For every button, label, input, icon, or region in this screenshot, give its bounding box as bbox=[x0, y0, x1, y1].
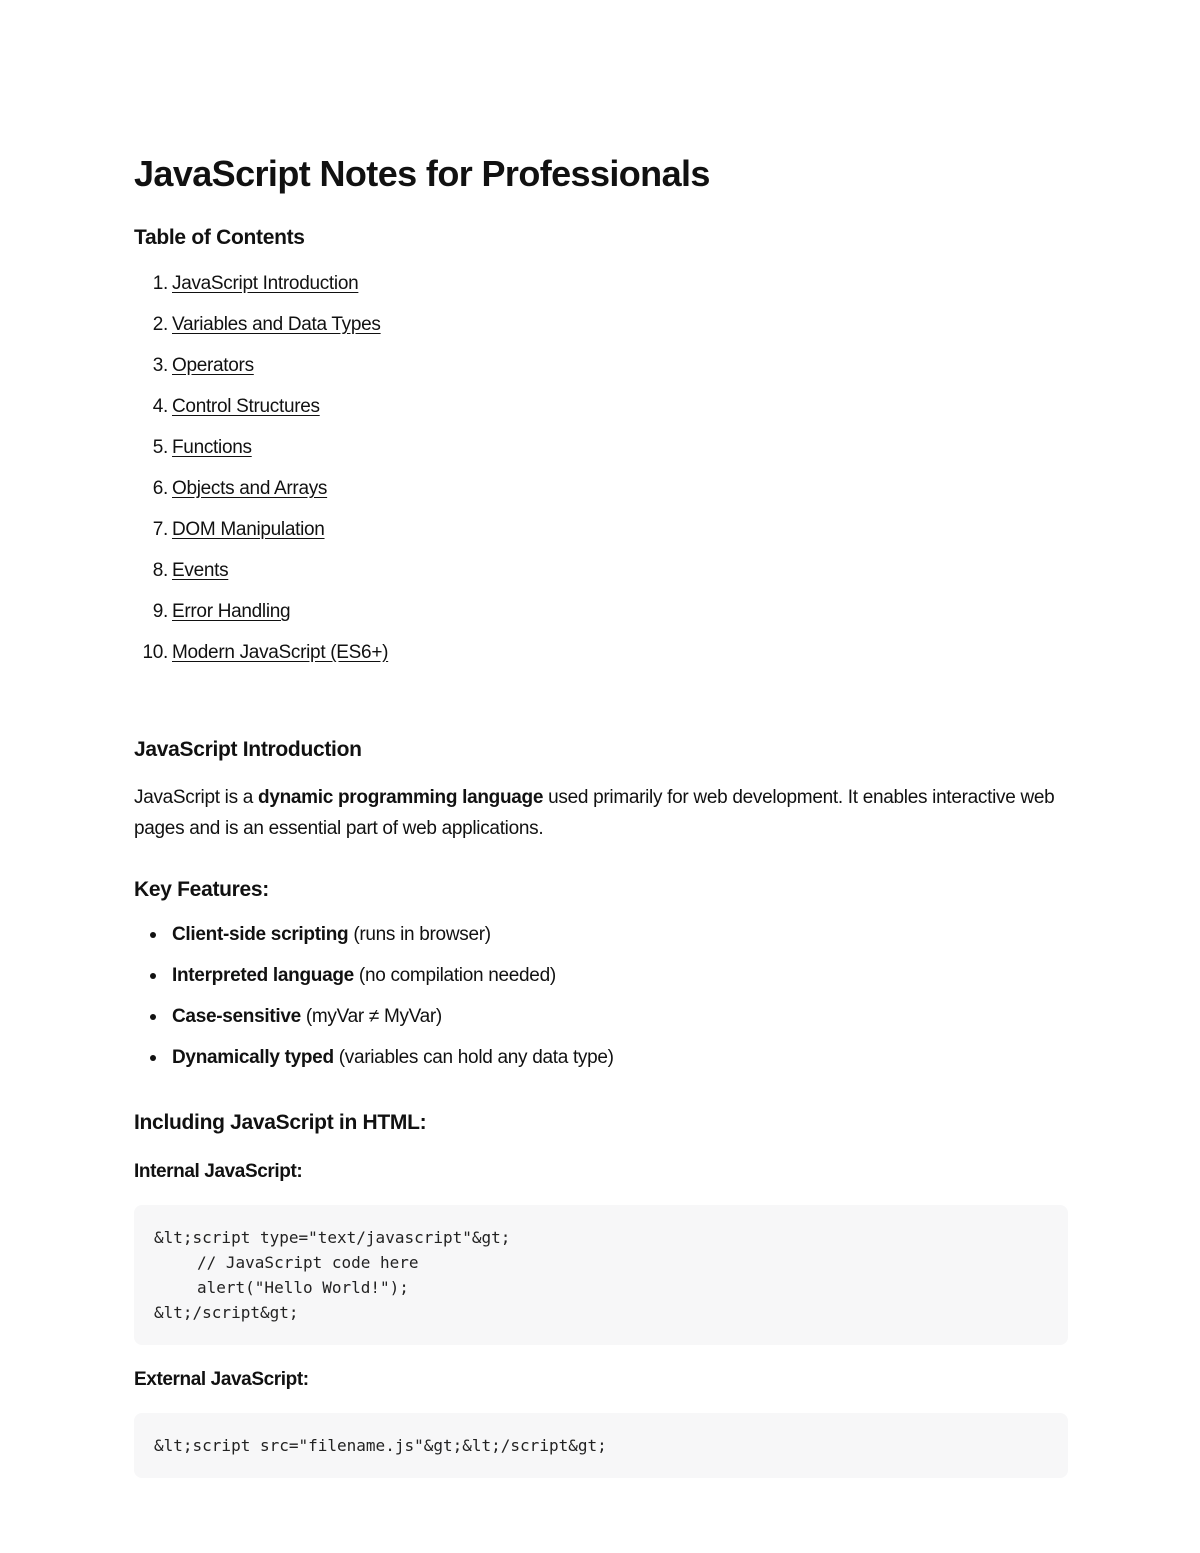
including-javascript-heading: Including JavaScript in HTML: bbox=[134, 1111, 427, 1134]
key-features-list bbox=[134, 921, 1068, 1085]
feature-name: Interpreted language bbox=[172, 965, 354, 986]
list-item bbox=[134, 962, 1068, 1003]
code-line: // JavaScript code here bbox=[197, 1253, 419, 1272]
intro-paragraph bbox=[134, 782, 1068, 844]
toc-link-functions[interactable]: Functions bbox=[172, 437, 252, 458]
list-item bbox=[134, 921, 1068, 962]
code-line: alert("Hello World!"); bbox=[197, 1278, 409, 1297]
feature-name: Dynamically typed bbox=[172, 1047, 334, 1068]
toc-item bbox=[134, 557, 1068, 598]
feature-detail: (no compilation needed) bbox=[353, 965, 556, 986]
toc-link-operators[interactable]: Operators bbox=[172, 355, 254, 376]
toc-item-number: 7. bbox=[152, 519, 168, 540]
toc-item bbox=[134, 475, 1068, 516]
feature-name: Case-sensitive bbox=[172, 1006, 301, 1027]
toc-link-modern-javascript[interactable]: Modern JavaScript (ES6+) bbox=[172, 642, 389, 663]
feature-detail: (runs in browser) bbox=[348, 924, 491, 945]
bullet-icon bbox=[150, 932, 156, 938]
toc-link-control-structures[interactable]: Control Structures bbox=[172, 396, 320, 417]
internal-javascript-heading: Internal JavaScript: bbox=[134, 1161, 303, 1182]
toc-item bbox=[134, 393, 1068, 434]
toc-item-number: 8. bbox=[152, 560, 168, 581]
bullet-icon bbox=[150, 973, 156, 979]
toc-link-error-handling[interactable]: Error Handling bbox=[172, 601, 291, 622]
toc-link-dom-manipulation[interactable]: DOM Manipulation bbox=[172, 519, 325, 540]
toc-link-javascript-introduction[interactable]: JavaScript Introduction bbox=[172, 273, 359, 294]
external-code-block bbox=[134, 1413, 1068, 1478]
toc-link-objects-and-arrays[interactable]: Objects and Arrays bbox=[172, 478, 328, 499]
intro-text-end: used primarily for web development. It enables interactive web pages and is an essential part of web applications. bbox=[134, 787, 1055, 839]
feature-detail: (variables can hold any data type) bbox=[333, 1047, 614, 1068]
external-javascript-heading: External JavaScript: bbox=[134, 1369, 309, 1390]
toc-link-variables-and-data-types[interactable]: Variables and Data Types bbox=[172, 314, 381, 335]
toc-item-number: 1. bbox=[152, 273, 168, 294]
toc-item bbox=[134, 516, 1068, 557]
toc-item bbox=[134, 434, 1068, 475]
key-features-heading: Key Features: bbox=[134, 878, 269, 901]
code-line: &lt;script src="filename.js"&gt;&lt;/script&gt; bbox=[154, 1436, 607, 1455]
toc-item-number: 6. bbox=[152, 478, 168, 499]
toc-item bbox=[134, 352, 1068, 393]
toc-item bbox=[134, 311, 1068, 352]
table-of-contents bbox=[134, 270, 1068, 680]
code-line: &lt;script type="text/javascript"&gt; bbox=[154, 1228, 511, 1247]
toc-item bbox=[134, 598, 1068, 639]
page-title: JavaScript Notes for Professionals bbox=[134, 153, 710, 194]
bullet-icon bbox=[150, 1014, 156, 1020]
bullet-icon bbox=[150, 1055, 156, 1061]
toc-item bbox=[134, 270, 1068, 311]
intro-text-bold: dynamic programming language bbox=[258, 787, 544, 808]
feature-name: Client-side scripting bbox=[172, 924, 349, 945]
toc-item-number: 2. bbox=[152, 314, 168, 335]
toc-item-number: 9. bbox=[152, 601, 168, 622]
code-line: &lt;/script&gt; bbox=[154, 1303, 299, 1322]
internal-code-block bbox=[134, 1205, 1068, 1345]
toc-item-number: 4. bbox=[152, 396, 168, 417]
list-item bbox=[134, 1044, 1068, 1085]
toc-item bbox=[134, 639, 1068, 680]
toc-link-events[interactable]: Events bbox=[172, 560, 229, 581]
intro-text-start: JavaScript is a bbox=[134, 787, 259, 808]
list-item bbox=[134, 1003, 1068, 1044]
toc-heading: Table of Contents bbox=[134, 226, 305, 249]
toc-item-number: 10. bbox=[142, 642, 168, 663]
document-page bbox=[134, 150, 1068, 1478]
feature-detail: (myVar ≠ MyVar) bbox=[300, 1006, 442, 1027]
toc-item-number: 3. bbox=[152, 355, 168, 376]
section-heading-introduction: JavaScript Introduction bbox=[134, 738, 362, 761]
toc-item-number: 5. bbox=[152, 437, 168, 458]
